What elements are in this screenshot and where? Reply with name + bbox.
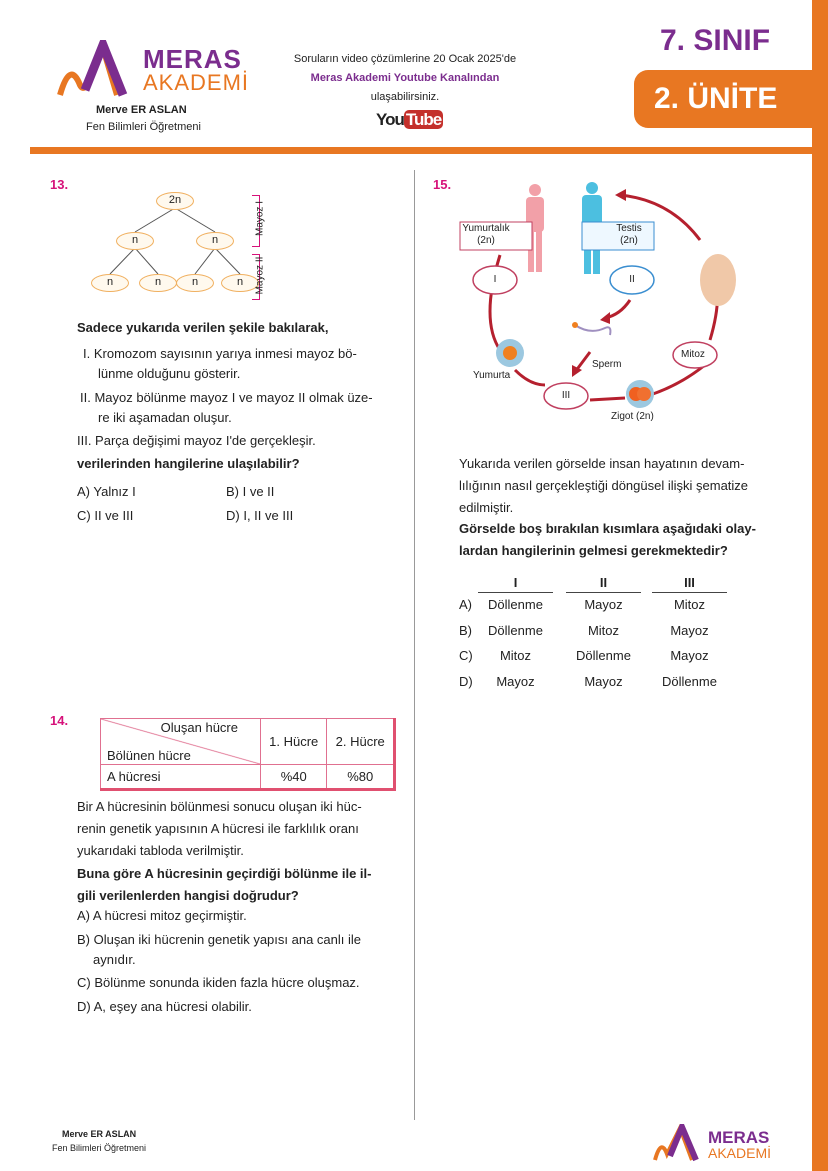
unit-badge: 2. ÜNİTE [634,70,814,128]
option-cell: Döllenme [576,648,631,663]
option-b[interactable]: B) Oluşan iki hücrenin genetik yapısı ana canlı ile [77,932,361,947]
yumurtalik-label [462,223,510,247]
question-number: 13. [50,177,69,192]
text-line: edilmiştir. [459,500,514,515]
corner-bottom: Bölünen hücre [107,748,191,763]
option-label[interactable]: D) [459,673,473,689]
footer-logo-subtext: AKADEMİ [708,1145,772,1161]
question-line: Görselde boş bırakılan kısımlara aşağıdaki olay- [459,521,756,536]
option-cell: Döllenme [488,622,543,638]
node-2n: 2n [156,192,194,210]
q13-question: verilerinden hangilerine ulaşılabilir? [77,456,300,471]
option-cell: Mitoz [587,622,620,638]
option-b[interactable]: B) I ve II [226,484,275,499]
node-n: n [139,274,177,292]
side-stripe [812,0,828,1171]
blank-III: III [561,390,571,401]
cell: %40 [261,765,327,790]
q14-question [77,863,371,907]
col-header: 1. Hücre [261,719,327,765]
text-line: Bir A hücresinin bölünmesi sonucu oluşan iki hüc- [77,799,362,814]
difference-table [100,718,396,791]
q15-question [459,518,756,562]
mayoz2-label: Mayoz II [254,256,266,295]
yumurta-label: Yumurta [473,370,511,381]
header-divider [30,147,812,154]
question-line: lardan hangilerinin gelmesi gerekmektedir? [459,543,728,558]
testis-label [605,223,653,247]
row-label: A hücresi [101,765,261,790]
notice-line: ulaşabilirsiniz. [370,91,440,103]
statement: re iki aşamadan oluşur. [98,410,232,425]
option-cell: Döllenme [488,597,543,612]
label: (2n) [620,235,638,246]
grade-label: 7. SINIF [660,24,771,57]
zigot-label: Zigot (2n) [611,411,654,422]
option-label[interactable]: A) [459,597,472,612]
question-number: 14. [50,713,69,728]
teacher-title: Fen Bilimleri Öğretmeni [86,121,201,133]
option-cell: Mayoz [584,673,623,689]
text-line: Yukarıda verilen görselde insan hayatının devam- [459,456,745,471]
cell: %80 [327,765,395,790]
option-cell: Mayoz [670,648,709,663]
option-cell: Mayoz [584,597,623,612]
column-divider [414,170,415,1120]
option-c[interactable]: C) Bölünme sonunda ikiden fazla hücre oluşmaz. [77,975,360,990]
node-n: n [91,274,129,292]
text-line: renin genetik yapısının A hücresi ile farklılık oranı [77,821,359,836]
option-cell: Mitoz [499,648,532,663]
video-notice [270,50,540,107]
statement: I. Kromozom sayısının yarıya inmesi mayoz bö- [83,346,357,361]
option-c[interactable]: C) II ve III [77,508,134,523]
notice-line: Soruların video çözümlerine 20 Ocak 2025'de [293,53,517,65]
footer-teacher-title: Fen Bilimleri Öğretmeni [52,1143,147,1153]
mitoz-label: Mitoz [681,349,705,360]
logo-subtext: AKADEMİ [143,70,250,95]
col-header: 2. Hücre [327,719,395,765]
option-cell: Mitoz [673,597,706,612]
blank-II: II [629,274,635,285]
node-n: n [221,274,259,292]
youtube-tube: Tube [405,110,442,129]
option-a[interactable]: A) A hücresi mitoz geçirmiştir. [77,908,247,923]
life-cycle-diagram [440,170,760,430]
text-line: lılığının nasıl gerçekleştiği döngüsel ilişki şematize [459,478,749,493]
footer-logo-text: MERAS [708,1128,770,1147]
text-line: yukarıdaki tabloda verilmiştir. [77,843,244,858]
option-d[interactable]: D) I, II ve III [226,508,294,523]
statement: lünme olduğunu gösterir. [98,366,241,381]
corner-top: Oluşan hücre [160,720,238,735]
col-header: II [566,575,641,593]
question-line: gili verilenlerden hangisi doğrudur? [77,888,299,903]
option-label[interactable]: C) [459,648,473,663]
youtube-logo[interactable] [376,110,443,130]
corner-cell [101,719,261,765]
node-n: n [176,274,214,292]
option-cell: Döllenme [662,673,717,689]
q15-text [459,453,748,519]
footer-teacher-name: Merve ER ASLAN [62,1129,137,1139]
notice-channel[interactable]: Meras Akademi Youtube Kanalından [310,72,500,84]
option-b-cont: aynıdır. [93,952,136,967]
option-cell: Mayoz [670,622,709,638]
fetus-icon [700,254,736,306]
label: Testis [616,223,642,234]
col-header: I [478,575,553,593]
statement: II. Mayoz bölünme mayoz I ve mayoz II olmak üze- [80,390,373,405]
logo-text: MERAS [143,44,242,74]
question-number: 15. [433,177,452,192]
footer-logo-mark-icon [652,1124,702,1164]
statement: III. Parça değişimi mayoz I'de gerçekleşir. [77,433,316,448]
col-header: III [652,575,727,593]
blank-I: I [493,274,497,285]
node-n: n [116,232,154,250]
sperm-label: Sperm [592,359,622,370]
node-n: n [196,232,234,250]
logo [55,40,135,107]
teacher-name: Merve ER ASLAN [96,104,187,116]
label: (2n) [477,235,495,246]
mayoz1-label: Mayoz I [254,201,266,237]
question-line: Buna göre A hücresinin geçirdiği bölünme ile il- [77,866,372,881]
option-cell: Mayoz [496,673,535,689]
option-a[interactable]: A) Yalnız I [77,484,136,499]
option-label[interactable]: B) [459,622,472,638]
logo-mark-icon [55,40,135,102]
label: Yumurtalık [462,223,510,234]
q14-text [77,796,397,862]
q13-stem: Sadece yukarıda verilen şekile bakılarak, [77,320,329,335]
youtube-you: You [376,110,404,129]
option-d[interactable]: D) A, eşey ana hücresi olabilir. [77,999,252,1014]
